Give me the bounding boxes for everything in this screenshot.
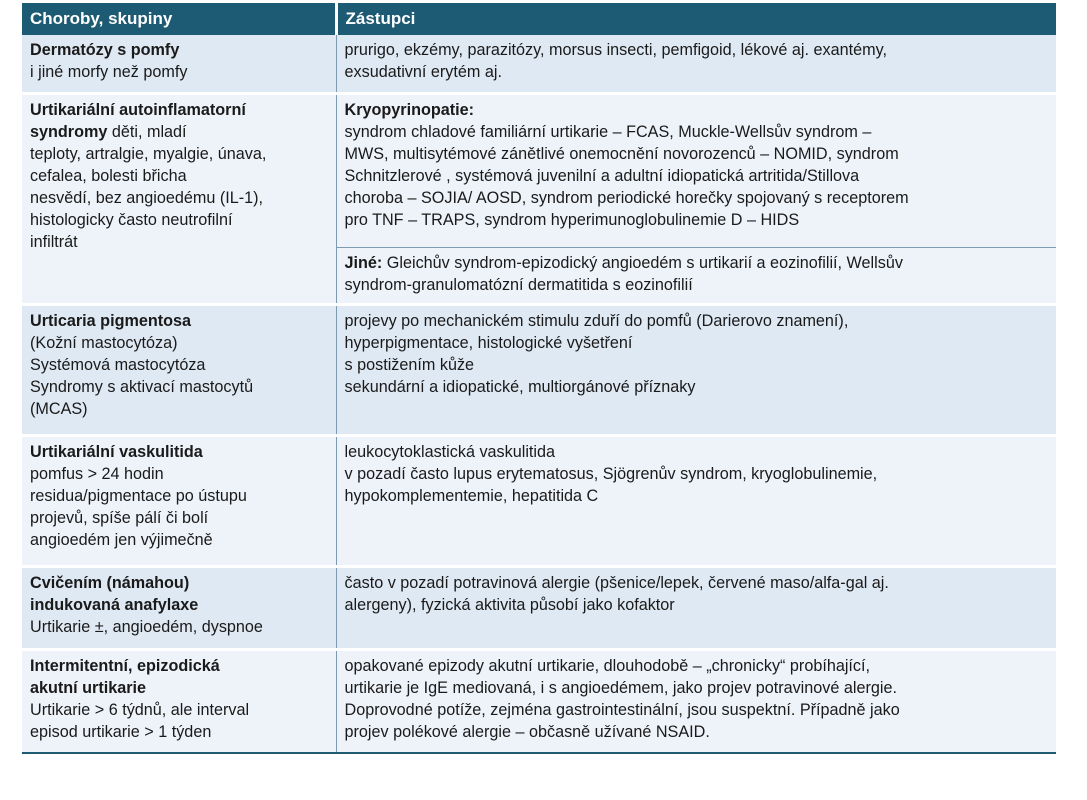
row-disease-line: episod urtikarie > 1 týden — [30, 722, 212, 741]
row-disease-cell — [22, 304, 336, 435]
row-text-line: opakované epizody akutní urtikarie, dlouhodobě – „chronicky“ probíhající, — [344, 656, 871, 675]
row-text-line: pro TNF – TRAPS, syndrom hyperimunoglobulinemie D – HIDS — [344, 210, 800, 229]
row-representatives-cell — [336, 35, 1056, 93]
row-representatives-cell — [336, 649, 1056, 753]
table-row — [22, 304, 1056, 435]
row-disease-line: Syndromy s aktivací mastocytů — [30, 377, 254, 396]
row-text-line: alergeny), fyzická aktivita působí jako kofaktor — [344, 595, 675, 614]
row-disease-line: histologicky často neutrofilní — [30, 210, 233, 229]
table-row — [22, 649, 1056, 753]
row-text-line: choroba – SOJIA/ AOSD, syndrom periodické horečky spojovaný s receptorem — [344, 188, 909, 207]
row-disease-title: Intermitentní, epizodická — [30, 656, 220, 675]
row-subgroup-title: Jiné: — [344, 253, 383, 272]
row-text-line: prurigo, ekzémy, parazitózy, morsus insecti, pemfigoid, lékové aj. exantémy, — [344, 41, 887, 59]
row-disease-line: Systémová mastocytóza — [30, 355, 206, 374]
row-disease-line: cefalea, bolesti břicha — [30, 166, 187, 185]
row-text-line: Gleichův syndrom-epizodický angioedém s urtikarií a eozinofilií, Wellsův — [382, 253, 903, 272]
row-disease-line: (MCAS) — [30, 399, 88, 418]
table-row — [22, 566, 1056, 649]
row-representatives-cell — [336, 93, 1056, 247]
row-text-line: MWS, multisytémové zánětlivé onemocnění novorozenců – NOMID, syndrom — [344, 144, 899, 163]
row-disease-cell — [22, 93, 336, 304]
row-disease-line: Urtikarie > 6 týdnů, ale interval — [30, 700, 250, 719]
row-text-line: syndrom chladové familiární urtikarie – FCAS, Muckle-Wellsův syndrom – — [344, 122, 872, 141]
row-disease-cell — [22, 35, 336, 93]
row-disease-cell — [22, 649, 336, 753]
table-row — [22, 435, 1056, 566]
row-representatives-cell — [336, 435, 1056, 566]
row-disease-line: i jiné morfy než pomfy — [30, 63, 188, 81]
row-text-line: Schnitzlerové , systémová juvenilní a adultní idiopatická artritida/Stillova — [344, 166, 860, 185]
row-disease-line: Urtikarie ±, angioedém, dyspnoe — [30, 617, 263, 636]
row-disease-cell — [22, 566, 336, 649]
table-header-row — [22, 3, 1056, 35]
row-text-line: sekundární a idiopatické, multiorgánové příznaky — [344, 377, 696, 396]
row-text-line: hypokomplementemie, hepatitida C — [344, 486, 599, 505]
header-col-diseases: Choroby, skupiny — [22, 3, 336, 35]
row-text-line: s postižením kůže — [344, 355, 475, 374]
table-container — [22, 3, 1056, 754]
row-disease-title: Urticaria pigmentosa — [30, 311, 192, 330]
row-disease-title: syndromy — [30, 122, 108, 141]
row-representatives-cell — [336, 566, 1056, 649]
row-disease-line: pomfus > 24 hodin — [30, 464, 164, 483]
row-disease-line: (Kožní mastocytóza) — [30, 333, 178, 352]
row-text-line: Doprovodné potíže, zejména gastrointestinální, jsou suspektní. Případně jako — [344, 700, 900, 719]
disease-table — [22, 3, 1056, 754]
table-row — [22, 93, 1056, 247]
row-text-line: často v pozadí potravinová alergie (pšenice/lepek, červené maso/alfa-gal aj. — [344, 573, 889, 592]
row-disease-line: nesvědí, bez angioedému (IL-1), — [30, 188, 264, 207]
row-disease-title: Urtikariální vaskulitida — [30, 442, 203, 461]
row-text-line: projev polékové alergie – občasně užívané NSAID. — [344, 722, 710, 741]
header-col-representatives: Zástupci — [336, 3, 1056, 35]
row-text-line: urtikarie je IgE mediovaná, i s angioedémem, jako projev potravinové alergie. — [344, 678, 897, 697]
row-text-line: hyperpigmentace, histologické vyšetření — [344, 333, 633, 352]
row-disease-line: residua/pigmentace po ústupu — [30, 486, 247, 505]
row-representatives-cell — [336, 304, 1056, 435]
row-text-line: leukocytoklastická vaskulitida — [344, 442, 556, 461]
row-text-line: v pozadí často lupus erytematosus, Sjögrenův syndrom, kryoglobulinemie, — [344, 464, 878, 483]
row-disease-line: angioedém jen výjimečně — [30, 530, 213, 549]
row-disease-title: akutní urtikarie — [30, 678, 147, 697]
row-disease-cell — [22, 435, 336, 566]
row-disease-line: děti, mladí — [107, 122, 187, 141]
row-representatives-cell — [336, 247, 1056, 304]
table-row — [22, 35, 1056, 93]
row-disease-line: infiltrát — [30, 232, 78, 251]
row-text-line: syndrom-granulomatózní dermatitida s eozinofilií — [344, 275, 693, 294]
row-subgroup-title: Kryopyrinopatie: — [344, 100, 475, 119]
row-text-line: exsudativní erytém aj. — [344, 63, 502, 81]
row-disease-title: Urtikariální autoinflamatorní — [30, 100, 246, 119]
row-disease-line: projevů, spíše pálí či bolí — [30, 508, 209, 527]
row-disease-title: Dermatózy s pomfy — [30, 41, 180, 59]
row-disease-title: indukovaná anafylaxe — [30, 595, 199, 614]
row-disease-title: Cvičením (námahou) — [30, 573, 190, 592]
row-disease-line: teploty, artralgie, myalgie, únava, — [30, 144, 267, 163]
row-text-line: projevy po mechanickém stimulu zduří do pomfů (Darierovo znamení), — [344, 311, 849, 330]
